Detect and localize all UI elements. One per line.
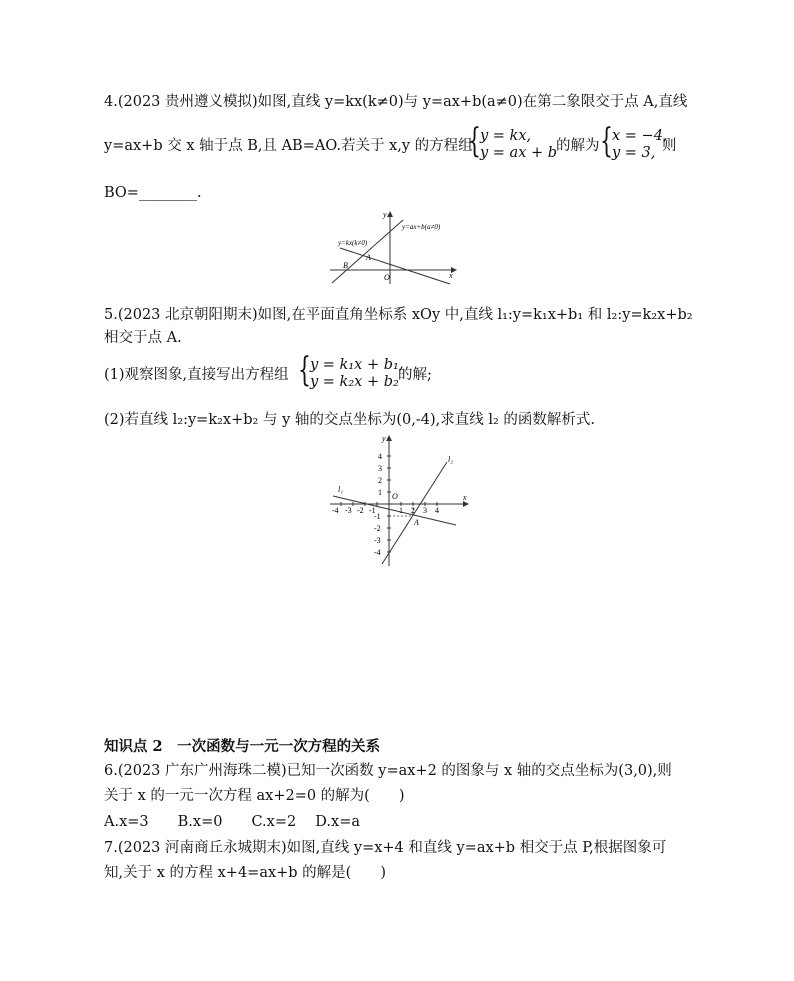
q5-x-tick-2: 2 <box>411 506 415 515</box>
q5-part2: (2)若直线 l₂:y=k₂x+b₂ 与 y 轴的交点坐标为(0,-4),求直线 l₂ 的函数解析式. <box>104 412 596 428</box>
q5-line1: 5.(2023 北京朝阳期末)如图,在平面直角坐标系 xOy 中,直线 l₁:y=k₁x+b₁ 和 l₂:y=k₂x+b₂ <box>104 307 693 323</box>
q5-x-tick-4: 4 <box>435 506 439 515</box>
q4-solution-system: { x = −4, y = 3, <box>600 121 668 161</box>
q7-line1: 7.(2023 河南商丘永城期末)如图,直线 y=x+4 和直线 y=ax+b 相交于点 P,根据图象可 <box>104 840 667 856</box>
q7-line2: 知,关于 x 的方程 x+4=ax+b 的解是( ) <box>104 865 386 881</box>
q5-y-tick-neg3: -3 <box>374 536 381 545</box>
q5-y-tick-neg4: -4 <box>374 548 381 557</box>
q4-solution-row1: x = −4, <box>612 128 668 144</box>
q4-line2-post: 则 <box>662 138 677 154</box>
q5-system-row1: y = k₁x + b₁, <box>310 357 404 373</box>
q6-options: A.x=3 B.x=0 C.x=2 D.x=a <box>104 814 360 830</box>
q5-x-tick-neg1: -1 <box>369 506 376 515</box>
q4-line-axb <box>332 220 403 283</box>
q5-y-tick-1: 1 <box>378 488 382 497</box>
q4-point-b-label: B <box>343 261 348 270</box>
q4-x-label: x <box>449 271 453 280</box>
q4-line-axb-label: y=ax+b(a≠0) <box>402 223 441 231</box>
q5-origin-label: O <box>392 492 398 501</box>
q5-system-row2: y = k₂x + b₂ <box>310 374 399 390</box>
q4-system-row2: y = ax + b <box>480 145 558 161</box>
q5-y-tick-2: 2 <box>378 476 382 485</box>
q5-line2: 相交于点 A. <box>104 330 182 346</box>
q4-line-kx <box>340 248 450 284</box>
q4-mid-text: 的解为 <box>556 138 600 154</box>
q5-y-tick-neg2: -2 <box>374 524 381 533</box>
q5-point-a-label: A <box>414 518 419 527</box>
q5-l2-label: l₂ <box>448 455 454 464</box>
q5-graph <box>326 432 472 570</box>
q5-equation-system: { y = k₁x + b₁, y = k₂x + b₂ <box>298 350 404 390</box>
q5-x-label: x <box>463 493 467 502</box>
q4-y-label: y <box>383 210 387 219</box>
q5-part1-pre: (1)观察图象,直接写出方程组 <box>104 367 289 383</box>
q6-line2: 关于 x 的一元一次方程 ax+2=0 的解为( ) <box>104 788 405 804</box>
q5-y-tick-neg1: -1 <box>374 512 381 521</box>
q4-line1: 4.(2023 贵州遵义模拟)如图,直线 y=kx(k≠0)与 y=ax+b(a≠0)在第二象限交于点 A,直线 <box>104 94 688 110</box>
q4-system-row1: y = kx, <box>480 128 532 144</box>
q4-equation-system: { y = kx, y = ax + b <box>468 121 558 161</box>
q5-x-tick-neg3: -3 <box>345 506 352 515</box>
q4-graph <box>326 208 466 288</box>
q4-line2-pre: y=ax+b 交 x 轴于点 B,且 AB=AO.若关于 x,y 的方程组 <box>104 138 473 154</box>
q5-x-tick-neg2: -2 <box>357 506 364 515</box>
q5-y-tick-3: 3 <box>378 464 382 473</box>
q4-solution-row2: y = 3, <box>612 145 656 161</box>
section-title: 知识点 2 一次函数与一元一次方程的关系 <box>104 738 381 755</box>
q4-line3: BO=________. <box>104 185 202 201</box>
q5-y-tick-4: 4 <box>378 452 382 461</box>
q5-x-tick-neg4: -4 <box>332 506 339 515</box>
q4-line-kx-label: y=kx(k≠0) <box>338 239 368 247</box>
q5-l1-label: l₁ <box>338 485 344 494</box>
q6-line1: 6.(2023 广东广州海珠二模)已知一次函数 y=ax+2 的图象与 x 轴的交点坐标为(3,0),则 <box>104 763 672 779</box>
q5-part1-post: 的解; <box>398 367 432 383</box>
q4-origin-label: O <box>384 273 390 282</box>
q5-x-tick-1: 1 <box>399 506 403 515</box>
q5-y-label: y <box>382 434 386 443</box>
q4-point-a-label: A <box>366 253 371 262</box>
q5-x-tick-3: 3 <box>423 506 427 515</box>
